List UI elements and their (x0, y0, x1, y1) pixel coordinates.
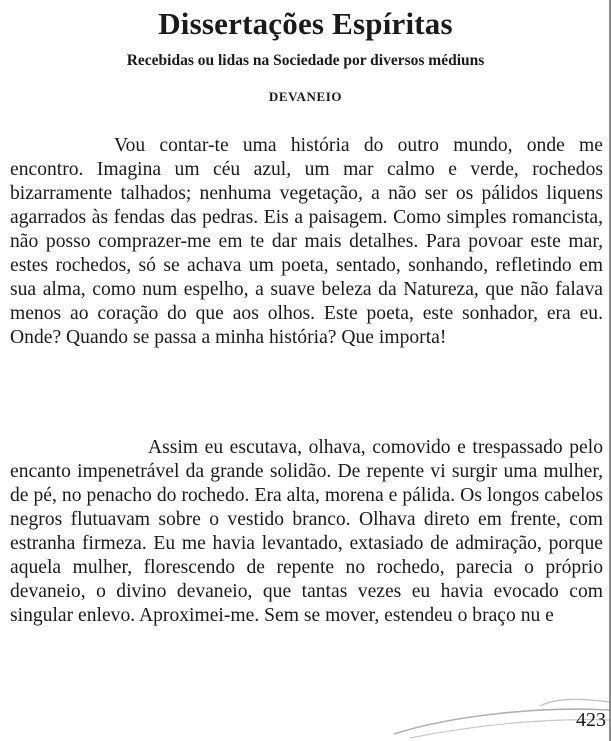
section-heading: DEVANEIO (268, 89, 343, 104)
paragraph-2: Assim eu escutava, olhava, comovido e trespassado pelo encanto impenetrável da grande solidão. De repente vi surgir uma mulher, de pé, no penacho do rochedo. Era alta, morena e pálida. Os longos cabelos negros flutuavam sobre o vestido branco. Olhava direto em frente, com estranha firmeza. Eu me havia levantado, extasiado de admiração, porque aquela mulher, florescendo de repente no rochedo, parecia o próprio devaneio, o divino devaneio, que tantas vezes eu havia evocado com singular enlevo. Aproximei-me. Sem se mover, estendeu o braço nu e (10, 437, 603, 626)
page-number: 423 (576, 709, 606, 731)
paragraph-1: Vou contar-te uma história do outro mundo, onde me encontro. Imagina um céu azul, um mar calmo e verde, rochedos bizarramente talhados; nenhuma vegetação, a não ser os pálidos liquens agarrados às fendas das pedras. Eis a paisagem. Como simples romancista, não posso comprazer-me em te dar mais detalhes. Para povoar este mar, estes rochedos, só se achava um poeta, sentado, sonhando, refletindo em sua alma, como num espelho, a suave beleza da Natureza, que não falava menos ao coração do que aos olhos. Este poeta, este sonhador, era eu. Onde? Quando se passa a minha história? Que importa! (10, 135, 603, 348)
page-subtitle: Recebidas ou lidas na Sociedade por diversos médiuns (126, 52, 485, 69)
page-title: Dissertações Espíritas (158, 6, 453, 41)
